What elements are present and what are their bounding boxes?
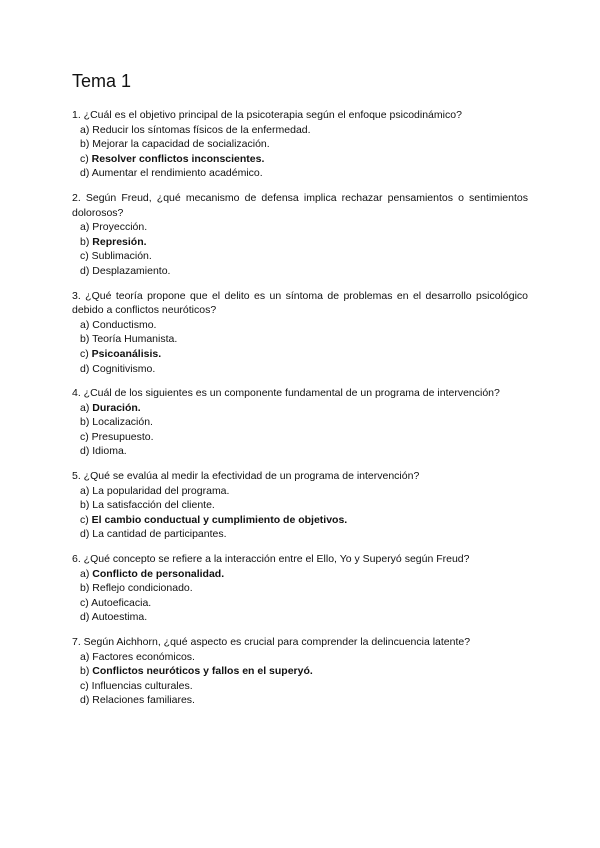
question-text: 5. ¿Qué se evalúa al medir la efectividad de un programa de intervención?: [72, 470, 420, 483]
option-letter: a): [80, 401, 90, 414]
answer-option-correct: [80, 401, 528, 416]
answer-options: [72, 401, 528, 459]
answer-option: [80, 362, 528, 377]
option-text: Reducir los síntomas físicos de la enfermedad.: [92, 123, 311, 136]
answer-option: [80, 693, 528, 708]
option-letter: a): [80, 567, 90, 580]
question-block: [72, 469, 528, 542]
option-text: Idioma.: [92, 445, 127, 458]
answer-option: [80, 264, 528, 279]
option-text: Conflicto de personalidad.: [92, 567, 225, 580]
answer-option: [80, 137, 528, 152]
option-text: Influencias culturales.: [91, 679, 193, 692]
answer-option-correct: [80, 664, 528, 679]
option-letter: a): [80, 318, 90, 331]
option-letter: c): [80, 347, 89, 360]
option-text: Mejorar la capacidad de socialización.: [92, 138, 270, 151]
answer-option: [80, 430, 528, 445]
option-letter: c): [80, 513, 89, 526]
answer-option: [80, 123, 528, 138]
option-text: Resolver conflictos inconscientes.: [91, 152, 265, 165]
option-text: Sublimación.: [91, 250, 152, 263]
answer-option: [80, 610, 528, 625]
answer-option: [80, 444, 528, 459]
option-letter: c): [80, 250, 89, 263]
question-text: 7. Según Aichhorn, ¿qué aspecto es crucial para comprender la delincuencia latente?: [72, 636, 471, 648]
question-block: [72, 635, 528, 708]
option-text: Conflictos neuróticos y fallos en el superyó.: [92, 665, 313, 678]
option-text: La popularidad del programa.: [92, 484, 230, 497]
option-letter: c): [80, 430, 89, 443]
option-letter: b): [80, 333, 90, 346]
option-letter: d): [80, 264, 90, 277]
option-letter: d): [80, 694, 90, 707]
question-block: [72, 108, 528, 181]
answer-option: [80, 484, 528, 499]
option-text: Teoría Humanista.: [92, 333, 178, 346]
option-letter: d): [80, 445, 90, 458]
answer-option: [80, 498, 528, 513]
answer-option-correct: [80, 347, 528, 362]
option-text: Psicoanálisis.: [91, 347, 162, 360]
answer-option-correct: [80, 567, 528, 582]
option-letter: d): [80, 362, 90, 375]
option-text: Presupuesto.: [91, 430, 154, 443]
option-letter: b): [80, 235, 90, 248]
answer-options: [72, 123, 528, 181]
question-block: [72, 386, 528, 459]
option-letter: b): [80, 138, 90, 151]
question-text: 4. ¿Cuál de los siguientes es un componente fundamental de un programa de intervención?: [72, 387, 500, 400]
option-text: Autoeficacia.: [91, 596, 152, 609]
answer-option: [80, 650, 528, 665]
option-letter: b): [80, 582, 90, 595]
option-text: Reflejo condicionado.: [92, 582, 193, 595]
option-letter: a): [80, 650, 90, 663]
option-text: Localización.: [92, 416, 153, 429]
answer-option: [80, 581, 528, 596]
option-letter: a): [80, 123, 90, 136]
option-letter: b): [80, 416, 90, 429]
answer-option: [80, 527, 528, 542]
answer-options: [72, 220, 528, 278]
option-letter: c): [80, 152, 89, 165]
answer-option-correct: [80, 513, 528, 528]
option-text: Desplazamiento.: [92, 264, 171, 277]
page-title: Tema 1: [72, 71, 132, 91]
option-text: El cambio conductual y cumplimiento de objetivos.: [91, 513, 348, 526]
option-text: Cognitivismo.: [92, 362, 156, 375]
option-text: Conductismo.: [92, 318, 157, 331]
question-text: 2. Según Freud, ¿qué mecanismo de defensa implica rechazar pensamientos o sentimientos dolorosos?: [72, 191, 528, 219]
option-letter: d): [80, 167, 90, 180]
answer-options: [72, 650, 528, 708]
answer-options: [72, 318, 528, 376]
option-letter: b): [80, 499, 90, 512]
option-text: Represión.: [92, 235, 147, 248]
option-text: Duración.: [92, 401, 141, 414]
question-block: [72, 289, 528, 377]
question-text: 1. ¿Cuál es el objetivo principal de la psicoterapia según el enfoque psicodinámico?: [72, 109, 462, 121]
option-text: Relaciones familiares.: [92, 694, 195, 707]
option-text: La satisfacción del cliente.: [92, 499, 215, 512]
answer-option: [80, 249, 528, 264]
document-page: [72, 70, 528, 718]
answer-option: [80, 679, 528, 694]
question-text: 3. ¿Qué teoría propone que el delito es un síntoma de problemas en el desarrollo psicológico debido a conflictos neuróticos?: [72, 289, 528, 317]
answer-option-correct: [80, 235, 528, 250]
option-text: Aumentar el rendimiento académico.: [91, 167, 263, 180]
option-letter: c): [80, 596, 89, 609]
question-block: [72, 552, 528, 625]
question-list: [72, 108, 528, 708]
option-letter: b): [80, 665, 90, 678]
answer-option: [80, 220, 528, 235]
option-letter: d): [80, 611, 90, 624]
option-text: La cantidad de participantes.: [92, 528, 227, 541]
answer-option: [80, 332, 528, 347]
option-text: Proyección.: [92, 221, 148, 234]
option-letter: a): [80, 221, 90, 234]
answer-option-correct: [80, 152, 528, 167]
answer-option: [80, 166, 528, 181]
question-text: 6. ¿Qué concepto se refiere a la interacción entre el Ello, Yo y Superyó según Freud?: [72, 553, 470, 566]
answer-option: [80, 318, 528, 333]
answer-options: [72, 567, 528, 625]
option-text: Autoestima.: [91, 611, 148, 624]
option-letter: c): [80, 679, 89, 692]
question-block: [72, 191, 528, 279]
option-letter: a): [80, 484, 90, 497]
option-text: Factores económicos.: [92, 650, 195, 663]
answer-options: [72, 484, 528, 542]
answer-option: [80, 596, 528, 611]
option-letter: d): [80, 528, 90, 541]
answer-option: [80, 415, 528, 430]
